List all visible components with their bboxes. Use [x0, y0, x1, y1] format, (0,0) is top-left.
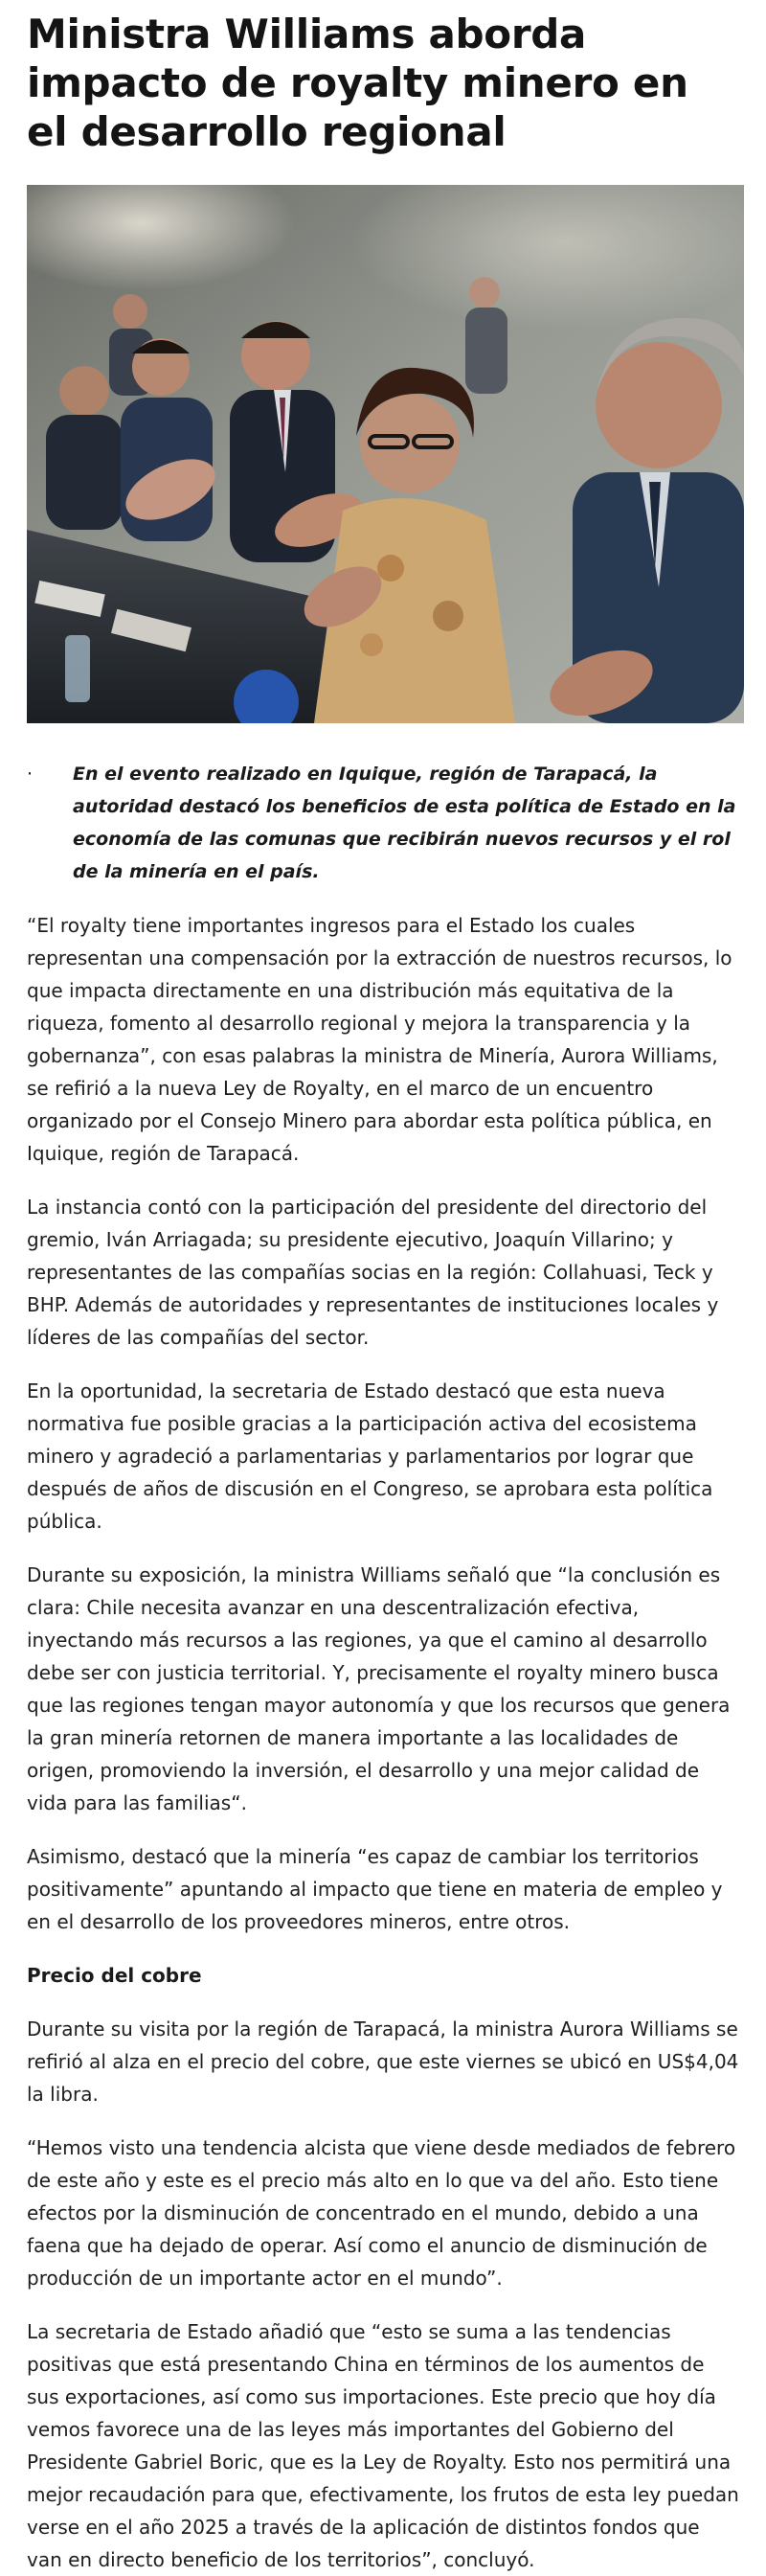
paragraph: La secretaria de Estado añadió que “esto se suma a las tendencias positivas que está presentando China en términos de los aumentos de sus exportaciones, así como sus importaciones. Este precio que hoy día vemos favorece una de las leyes más importantes del Gobierno del Presidente Gabriel Boric, que es la Ley de Royalty. Esto nos permitirá una mejor recaudación para que, efectivamente, los frutos de esta ley puedan verse en el año 2025 a través de la aplicación de distintos fondos que van en directo beneficio de los territorios”, concluyó. — [27, 2320, 739, 2571]
meeting-photo-illustration — [27, 185, 744, 723]
article-title: Ministra Williams aborda impacto de royalty minero en el desarrollo regional — [27, 11, 688, 155]
paragraph: “El royalty tiene importantes ingresos para el Estado los cuales representan una compensación por la extracción de nuestros recursos, lo que impacta directamente en una distribución más equitativa de la riqueza, fomento al desarrollo regional y mejora la transparencia y la gobernanza”, con esas palabras la ministra de Minería, Aurora Williams, se refirió a la nueva Ley de Royalty, en el marco de un encuentro organizado por el Consejo Minero para abordar esta política pública, en Iquique, región de Tarapacá. — [27, 914, 732, 1165]
lead-text: En el evento realizado en Iquique, región de Tarapacá, la autoridad destacó los beneficios de esta política de Estado en la economía de las comunas que recibirán nuevos recursos y el rol de la minería en el país. — [73, 764, 736, 882]
paragraph: Durante su exposición, la ministra Williams señaló que “la conclusión es clara: Chile necesita avanzar en una descentralización efectiva, inyectando más recursos a las regiones, ya que el camino al desarrollo debe ser con justicia territorial. Y, precisamente el royalty minero busca que las regiones tengan mayor autonomía y que los recursos que genera la gran minería retornen de manera importante a las localidades de origen, promoviendo la inversión, el desarrollo y una mejor calidad de vida para las familias“. — [27, 1563, 731, 1814]
article — [0, 10, 766, 2576]
paragraph: En la oportunidad, la secretaria de Estado destacó que esta nueva normativa fue posible gracias a la participación activa del ecosistema minero y agradeció a parlamentarias y parlamentarios por lograr que después de años de discusión en el Congreso, se aprobara esta política pública. — [27, 1379, 713, 1533]
paragraph: Asimismo, destacó que la minería “es capaz de cambiar los territorios positivamente” apuntando al impacto que tiene en materia de empleo y en el desarrollo de los proveedores mineros, entre otros. — [27, 1845, 723, 1933]
article-lead — [27, 758, 739, 888]
hero-photo — [27, 185, 744, 723]
lead-bullet: · — [27, 764, 34, 785]
paragraph: La instancia contó con la participación del presidente del directorio del gremio, Iván Arriagada; su presidente ejecutivo, Joaquín Villarino; y representantes de las compañías socias en la región: Collahuasi, Teck y BHP. Además de autoridades y representantes de instituciones locales y líderes de las compañías del sector. — [27, 1196, 719, 1349]
paragraph: “Hemos visto una tendencia alcista que viene desde mediados de febrero de este año y este es el precio más alto en lo que va del año. Esto tiene efectos por la disminución de concentrado en el mundo, debido a una faena que ha dejado de operar. Así como el anuncio de disminución de producción de un importante actor en el mundo”. — [27, 2136, 736, 2290]
paragraph: Durante su visita por la región de Tarapacá, la ministra Aurora Williams se refirió al alza en el precio del cobre, que este viernes se ubicó en US$4,04 la libra. — [27, 2017, 739, 2106]
section-subheading: Precio del cobre — [27, 1964, 202, 1987]
